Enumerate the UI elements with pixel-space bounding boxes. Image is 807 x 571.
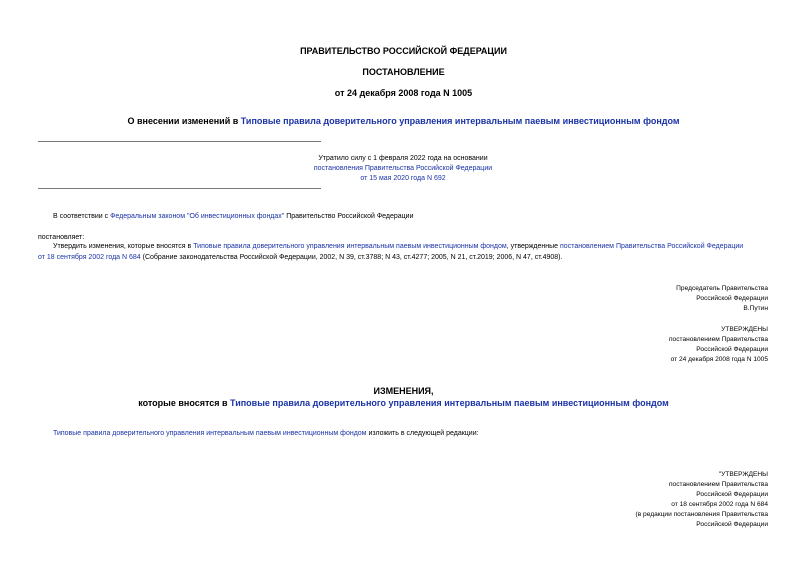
approved-line-3: Российской Федерации [696,346,768,353]
changes-rules-link[interactable]: Типовые правила доверительного управления интервальным паевым инвестиционным фондом [230,398,669,408]
resolution-prefix: Утвердить изменения, которые вносятся в [53,243,194,250]
approved-quoted-block [636,470,769,530]
preamble-suffix: Правительство Российской Федерации [284,213,414,220]
document-date: от 24 декабря 2008 года N 1005 [334,88,473,98]
notice-line-1: Утратило силу с 1 февраля 2022 года на основании [318,155,488,162]
changes-subtitle-prefix: которые вносятся в [138,398,231,408]
changes-paragraph [53,429,479,438]
signature-name: В.Путин [743,305,768,312]
preamble-paragraph [53,212,414,221]
approved-block [669,325,768,365]
document-title [0,116,807,127]
notice-top-rule [38,141,321,142]
approved-quoted-line-6: Российской Федерации [696,521,768,528]
signature-title-line-2: Российской Федерации [696,295,768,302]
approved-quoted-line-2: постановлением Правительства [668,481,768,488]
approved-line-2: постановлением Правительства [668,336,768,343]
signature-title-line-1: Председатель Правительства [676,285,768,292]
approved-line-1: УТВЕРЖДЕНЫ [721,326,768,333]
resolution-line-1 [38,242,771,251]
notice-line-3 [200,174,606,183]
document-title-prefix: О внесении изменений в [127,116,241,126]
approved-quoted-line-3: Российской Федерации [696,491,768,498]
changes-subtitle [0,398,807,409]
changes-paragraph-rules-link[interactable]: Типовые правила доверительного управления интервальным паевым инвестиционным фондом [53,430,367,437]
organization-heading: ПРАВИТЕЛЬСТВО РОССИЙСКОЙ ФЕДЕРАЦИИ [300,46,507,56]
notice-resolution-link[interactable]: постановления Правительства Российской Федерации [313,165,493,172]
approved-quoted-line-1: "УТВЕРЖДЕНЫ [718,471,768,478]
resolution-rules-link[interactable]: Типовые правила доверительного управления интервальным паевым инвестиционным фондом [193,243,507,250]
federal-law-link[interactable]: Федеральным законом "Об инвестиционных фондах" [110,213,285,220]
title-rules-link[interactable]: Типовые правила доверительного управления интервальным паевым инвестиционным фондом [240,116,680,126]
signature-block [676,284,768,314]
resolution-684-link-part2[interactable]: от 18 сентября 2002 года N 684 [38,254,141,261]
changes-title: ИЗМЕНЕНИЯ, [373,386,434,396]
approved-line-4: от 24 декабря 2008 года N 1005 [670,356,768,363]
resolution-suffix: (Собрание законодательства Российской Федерации, 2002, N 39, ст.3788; N 43, ст.4277; 2005, N 21, ст.2019; 2006, N 47, ст.4908). [140,254,563,261]
approved-quoted-line-4: от 18 сентября 2002 года N 684 [671,501,768,508]
changes-paragraph-suffix: изложить в следующей редакции: [366,430,479,437]
decides-text: постановляет: [38,234,85,241]
resolution-line-2 [38,253,771,262]
notice-line-2 [200,164,606,173]
resolution-684-link-part1[interactable]: постановлением Правительства Российской Федерации [560,243,744,250]
resolution-paragraph [38,242,771,262]
notice-date-link[interactable]: от 15 мая 2020 года N 692 [360,175,446,182]
document-type-heading: ПОСТАНОВЛЕНИЕ [362,67,445,77]
notice-bottom-rule [38,188,321,189]
approved-quoted-line-5: (в редакции постановления Правительства [635,511,768,518]
preamble-prefix: В соответствии с [53,213,111,220]
resolution-mid: , утвержденные [506,243,561,250]
